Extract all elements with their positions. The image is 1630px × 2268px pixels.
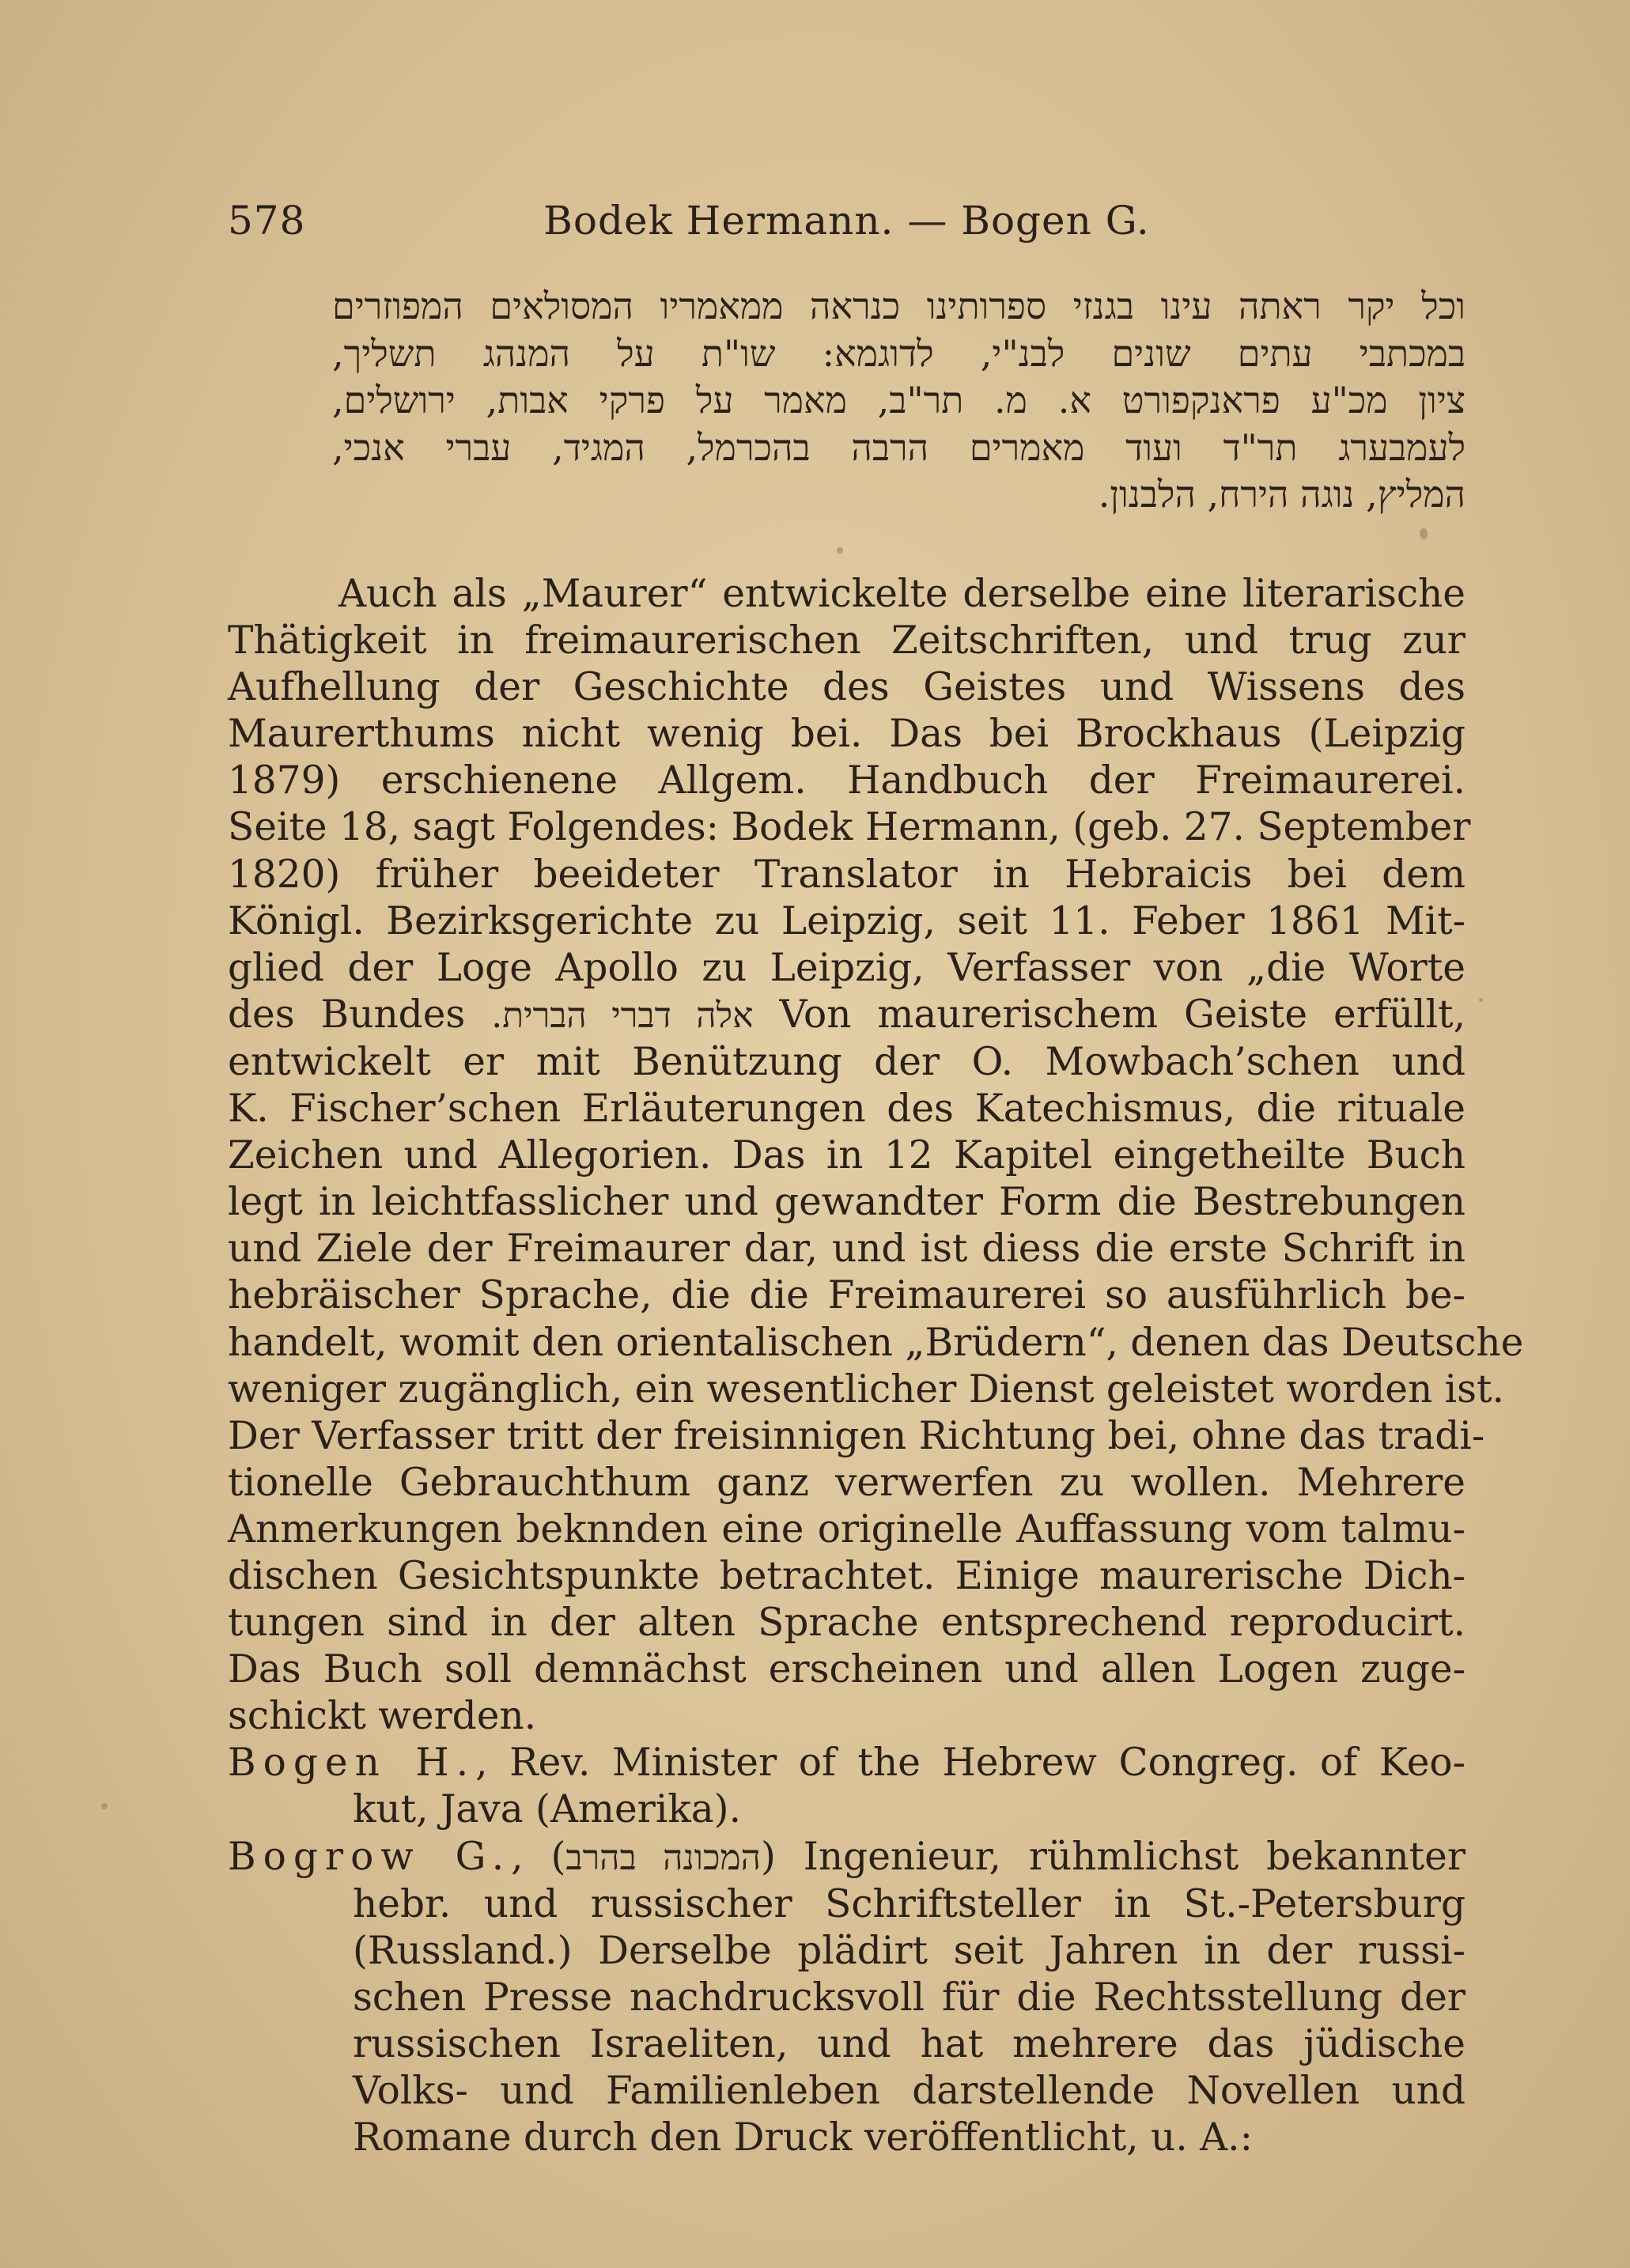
entry-line: Volks- und Familienleben darstellende Novellen und bbox=[353, 2069, 1465, 2113]
text-fragment: Von maurerischem Geiste erfüllt, bbox=[779, 992, 1465, 1037]
text-line: tionelle Gebrauchthum ganz verwerfen zu wollen. Mehrere bbox=[228, 1460, 1465, 1505]
entry-line: kut, Java (Amerika). bbox=[353, 1787, 742, 1832]
text-line: 1820) früher beeideter Translator in Hebraicis bei dem bbox=[228, 852, 1465, 897]
hebrew-line: במכתבי עתים שונים לבנ"י, לדוגמא: שו"ת על המנהג תשליך, bbox=[332, 331, 1465, 375]
entry-line: (Russland.) Derselbe plädirt seit Jahren in der russi- bbox=[353, 1928, 1465, 1973]
text-line: 1879) erschienene Allgem. Handbuch der Freimaurerei. bbox=[228, 758, 1465, 803]
entry-text: ) Ingenieur, rühmlichst bekannter bbox=[760, 1834, 1465, 1879]
text-line: Königl. Bezirksgerichte zu Leipzig, seit 11. Feber 1861 Mit- bbox=[228, 898, 1465, 943]
text-line: dischen Gesichtspunkte betrachtet. Einige maurerische Dich- bbox=[228, 1553, 1465, 1598]
hebrew-book-title: אלה דברי הברית. bbox=[491, 995, 754, 1036]
entry-text: , ( bbox=[511, 1834, 566, 1879]
page-header bbox=[228, 198, 1465, 245]
hebrew-pseudonym: המכונה בהרב bbox=[565, 1837, 761, 1878]
text-line-mixed bbox=[228, 992, 1465, 1039]
text-line: weniger zugänglich, ein wesentlicher Dienst geleistet worden ist. bbox=[228, 1366, 1504, 1412]
text-line: Anmerkungen beknnden eine originelle Auffassung vom talmu- bbox=[228, 1506, 1465, 1552]
entry-first-line bbox=[228, 1740, 1465, 1786]
text-line: legt in leichtfasslicher und gewandter Form die Bestrebungen bbox=[228, 1180, 1465, 1225]
entry-name: Bogen H. bbox=[228, 1741, 476, 1786]
paper-speck bbox=[101, 1803, 108, 1809]
running-title: Bodek Hermann. — Bogen G. bbox=[543, 198, 1150, 244]
paper-speck bbox=[1420, 528, 1428, 539]
text-line: K. Fischer’schen Erläuterungen des Katechismus, die rituale bbox=[228, 1087, 1465, 1132]
entry-name: Bogrow G. bbox=[228, 1834, 512, 1879]
entry-line: Romane durch den Druck veröffentlicht, u. A.: bbox=[353, 2115, 1253, 2160]
hebrew-line: המליץ, נוגה הירח, הלבנון. bbox=[1098, 473, 1465, 516]
text-fragment: des Bundes bbox=[228, 992, 466, 1037]
text-line: Aufhellung der Geschichte des Geistes und Wissens des bbox=[228, 665, 1465, 710]
text-line: handelt, womit den orientalischen „Brüdern“, denen das Deutsche bbox=[228, 1320, 1524, 1365]
text-line: Das Buch soll demnächst erscheinen und allen Logen zuge- bbox=[228, 1647, 1465, 1692]
text-line: entwickelt er mit Benützung der O. Mowbach’schen und bbox=[228, 1039, 1465, 1084]
text-line: Auch als „Maurer“ entwickelte derselbe eine literarische bbox=[338, 572, 1465, 616]
entry-line: hebr. und russischer Schriftsteller in St.-Petersburg bbox=[353, 1881, 1465, 1926]
entry-line: schen Presse nachdrucksvoll für die Rechtsstellung der bbox=[353, 1975, 1465, 2020]
text-line: schickt werden. bbox=[228, 1694, 537, 1739]
hebrew-paragraph bbox=[332, 283, 1465, 519]
hebrew-line: לעמבערג תר"ד ועוד מאמרים הרבה בהכרמל, המגיד, עברי אנכי, bbox=[332, 425, 1465, 469]
text-line: Maurerthums nicht wenig bei. Das bei Brockhaus (Leipzig bbox=[228, 712, 1465, 757]
entry-bogen bbox=[228, 1740, 1465, 1833]
text-line: hebräischer Sprache, die die Freimaurerei so ausführlich be- bbox=[228, 1273, 1465, 1318]
main-text bbox=[228, 571, 1524, 2161]
text-line: und Ziele der Freimaurer dar, und ist diess die erste Schrift in bbox=[228, 1227, 1465, 1272]
page-number: 578 bbox=[228, 198, 306, 244]
entry-first-line bbox=[228, 1834, 1465, 1881]
hebrew-line: וכל יקר ראתה עינו בגנזי ספרותינו כנראה ממאמריו המסולאים המפוזרים bbox=[332, 285, 1465, 327]
entry-line: russischen Israeliten, und hat mehrere das jüdische bbox=[353, 2021, 1465, 2066]
text-line: Der Verfasser tritt der freisinnigen Richtung bei, ohne das tradi- bbox=[228, 1413, 1485, 1458]
hebrew-line: ציון מכ"ע פראנקפורט א. מ. תר"ב, מאמר על פרקי אבות, ירושלים, bbox=[332, 379, 1465, 421]
text-line: Zeichen und Allegorien. Das in 12 Kapitel eingetheilte Buch bbox=[228, 1133, 1465, 1178]
text-line: tungen sind in der alten Sprache entsprechend reproducirt. bbox=[228, 1601, 1465, 1646]
text-line: Thätigkeit in freimaurerischen Zeitschriften, und trug zur bbox=[228, 618, 1465, 663]
entry-bogrow bbox=[228, 1834, 1465, 2162]
text-line: glied der Loge Apollo zu Leipzig, Verfasser von „die Worte bbox=[228, 945, 1465, 990]
text-line: Seite 18, sagt Folgendes: Bodek Hermann, (geb. 27. September bbox=[228, 805, 1471, 850]
entry-text: , Rev. Minister of the Hebrew Congreg. of Keo- bbox=[475, 1741, 1465, 1786]
paper-speck bbox=[1479, 998, 1483, 1002]
paper-speck bbox=[837, 547, 843, 554]
